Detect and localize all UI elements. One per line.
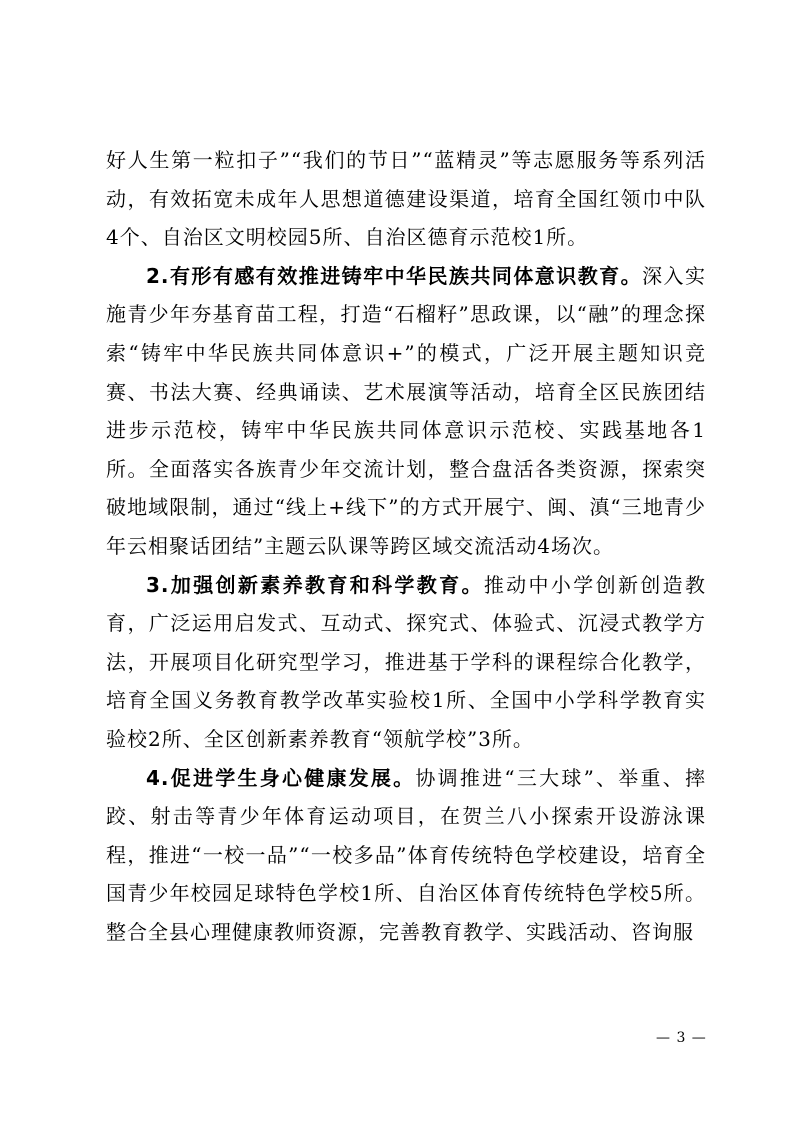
paragraph-physical-mental-health <box>106 759 706 952</box>
section-heading: 2.有形有感有效推进铸牢中华民族共同体意识教育。 <box>146 263 643 288</box>
paragraph-innovation-science-education <box>106 566 706 759</box>
section-heading: 4.促进学生身心健康发展。 <box>146 765 416 790</box>
paragraph-text: 好人生第一粒扣子”“我们的节日”“蓝精灵”等志愿服务等系列活动，有效拓宽未成年人思想道德建设渠道，培育全国红领巾中队4个、自治区文明校园5所、自治区德育示范校1所。 <box>106 148 706 250</box>
paragraph-text: 协调推进“三大球”、举重、摔跤、射击等青少年体育运动项目，在贺兰八小探索开设游泳课程，推进“一校一品”“一校多品”体育传统特色学校建设，培育全国青少年校园足球特色学校1所、自治区体育传统特色学校5所。整合全县心理健康教师资源，完善教育教学、实践活动、咨询服 <box>106 765 707 944</box>
paragraph-ethnic-unity-education <box>106 257 706 566</box>
section-heading: 3.加强创新素养教育和科学教育。 <box>146 572 484 597</box>
page-number: — 3 — <box>656 1030 707 1046</box>
paragraph-text: 推动中小学创新创造教育，广泛运用启发式、互动式、探究式、体验式、沉浸式教学方法，开展项目化研究型学习，推进基于学科的课程综合化教学，培育全国义务教育教学改革实验校1所、全国中小学科学教育实验校2所、全区创新素养教育“领航学校”3所。 <box>106 572 707 751</box>
paragraph-text: 深入实施青少年夯基育苗工程，打造“石榴籽”思政课，以“融”的理念探索“铸牢中华民族共同体意识+”的模式，广泛开展主题知识竞赛、书法大赛、经典诵读、艺术展演等活动，培育全区民族团结进步示范校，铸牢中华民族共同体意识示范校、实践基地各1所。全面落实各族青少年交流计划，整合盘活各类资源，探索突破地域限制，通过“线上+线下”的方式开展宁、闽、滇“三地青少年云相聚话团结”主题云队课等跨区域交流活动4场次。 <box>106 263 707 558</box>
document-body <box>106 141 706 951</box>
paragraph-continuation <box>106 141 706 257</box>
